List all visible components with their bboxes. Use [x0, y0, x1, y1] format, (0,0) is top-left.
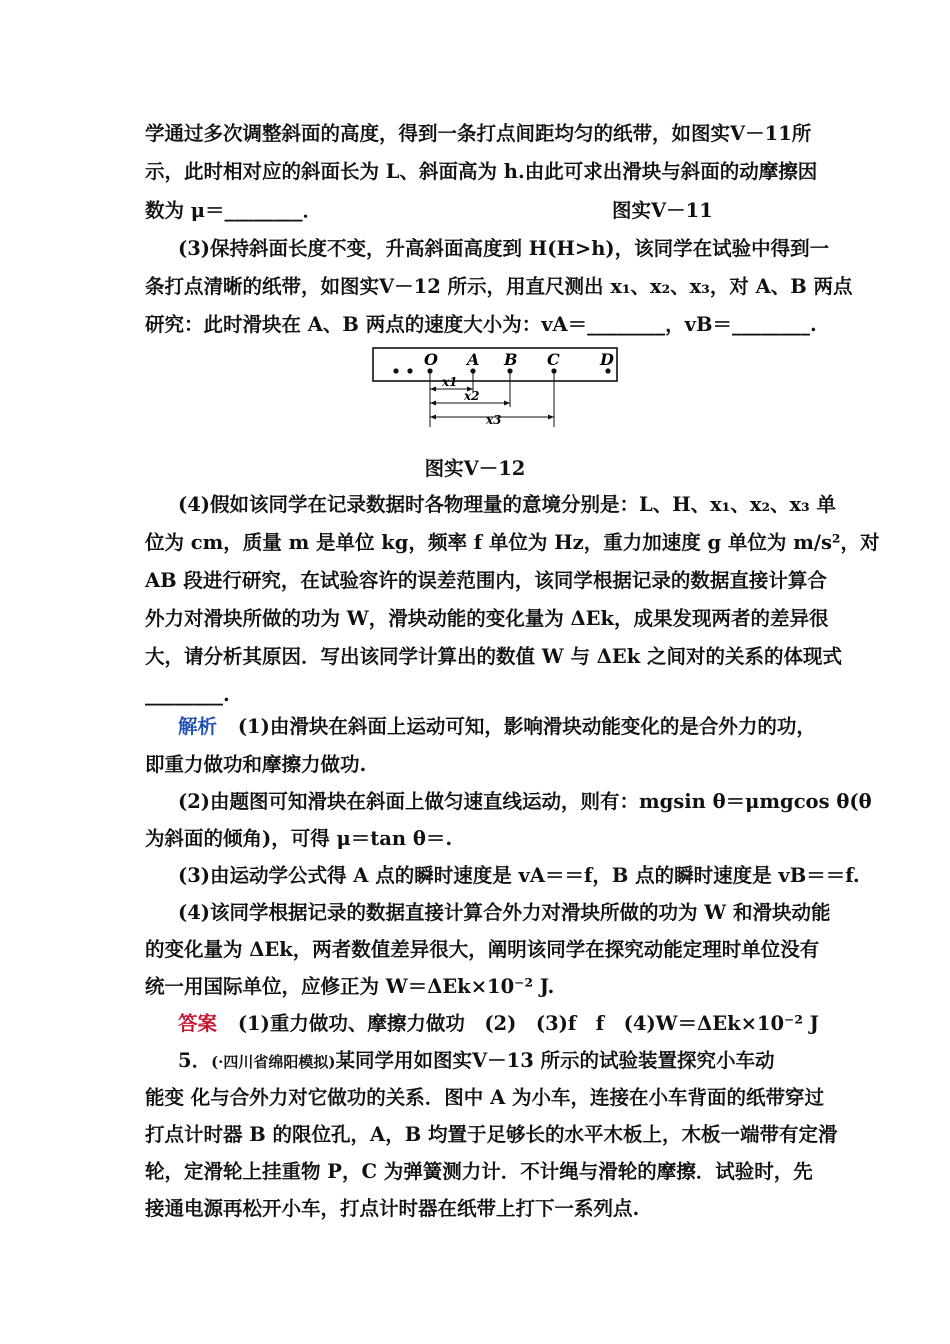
text-line: 接通电源再松开小车，打点计时器在纸带上打下一系列点.	[145, 1197, 640, 1220]
tape-dot-d	[605, 368, 610, 373]
analysis-text: (1)由滑块在斜面上运动可知，影响滑块动能变化的是合外力的功，	[237, 715, 816, 738]
text-line: 的变化量为 ΔEk，两者数值差异很大，阐明该同学在探究动能定理时单位没有	[145, 938, 820, 961]
text-line: 统一用国际单位，应修正为 W＝ΔEk×10⁻² J.	[145, 975, 555, 998]
text-line: 为斜面的倾角)，可得 μ＝tan θ＝.	[145, 827, 453, 850]
text-line: 轮，定滑轮上挂重物 P，C 为弹簧测力计．不计绳与滑轮的摩擦．试验时，先	[145, 1160, 813, 1183]
tape-dot-o	[427, 368, 432, 373]
text-line: ________.	[145, 683, 230, 706]
analysis-line	[178, 714, 816, 740]
tape-dot	[407, 368, 412, 373]
text-line: 大，请分析其原因．写出该同学计算出的数值 W 与 ΔEk 之间对的关系的体现式	[145, 645, 843, 668]
figure-12-tape	[368, 345, 623, 430]
text-line: (3)由运动学公式得 A 点的瞬时速度是 vA＝＝f，B 点的瞬时速度是 vB＝＝f.	[178, 864, 860, 887]
text-line: 打点计时器 B 的限位孔，A，B 均置于足够长的水平木板上，木板一端带有定滑	[145, 1123, 838, 1146]
text-line: 示，此时相对应的斜面长为 L、斜面高为 h.由此可求出滑块与斜面的动摩擦因	[145, 160, 818, 183]
tape-dot-b	[507, 368, 512, 373]
point-label-o: O	[424, 350, 438, 369]
question-source: (·四川省绵阳模拟)	[211, 1053, 336, 1071]
tape-dot-c	[551, 368, 556, 373]
text-line: 数为 μ＝________．	[145, 199, 323, 222]
text-line: 能变 化与合外力对它做功的关系．图中 A 为小车，连接在小车背面的纸带穿过	[145, 1086, 824, 1109]
tape-dot-a	[470, 368, 475, 373]
text-line: (4)假如该同学在记录数据时各物理量的意境分别是：L、H、x₁、x₂、x₃ 单	[178, 493, 836, 516]
text-line: (2)由题图可知滑块在斜面上做匀速直线运动，则有：mgsin θ＝μmgcos θ(θ	[178, 790, 872, 813]
answer-text: (1)重力做功、摩擦力做功 (2) (3)f f (4)W＝ΔEk×10⁻² J	[237, 1012, 819, 1035]
answer-label: 答案	[178, 1012, 218, 1035]
text-line: 学通过多次调整斜面的高度，得到一条打点间距均匀的纸带，如图实Ⅴ－11所	[145, 122, 812, 145]
tape-dot	[393, 368, 398, 373]
text-line: (3)保持斜面长度不变，升高斜面高度到 H(H>h)，该同学在试验中得到一	[178, 237, 830, 260]
text-line: 即重力做功和摩擦力做功.	[145, 753, 367, 776]
text-line: 条打点清晰的纸带，如图实Ⅴ－12 所示，用直尺测出 x₁、x₂、x₃，对 A、B 两点	[145, 275, 853, 298]
analysis-label: 解析	[178, 715, 218, 738]
text-line: AB 段进行研究，在试验容许的误差范围内，该同学根据记录的数据直接计算合	[145, 569, 827, 592]
dim-label-x2: x2	[464, 389, 480, 403]
point-label-d: D	[600, 350, 614, 369]
figure-12-caption: 图实Ⅴ－12	[424, 457, 526, 480]
question-number: 5．	[178, 1049, 212, 1072]
text-line: (4)该同学根据记录的数据直接计算合外力对滑块所做的功为 W 和滑块动能	[178, 901, 831, 924]
dim-label-x3: x3	[486, 413, 502, 427]
figure-11-caption: 图实Ⅴ－11	[612, 199, 713, 222]
tape-rect	[373, 348, 617, 381]
text-line: 位为 cm，质量 m 是单位 kg，频率 f 单位为 Hz，重力加速度 g 单位为 m/s²，对	[145, 531, 880, 554]
question-text: 某同学用如图实Ⅴ－13 所示的试验装置探究小车动	[335, 1049, 775, 1072]
point-label-a: A	[467, 350, 480, 369]
question-5-line	[178, 1048, 775, 1075]
answer-line	[178, 1011, 819, 1037]
text-line: 研究：此时滑块在 A、B 两点的速度大小为：vA＝________，vB＝________.	[145, 313, 817, 336]
point-label-c: C	[547, 350, 560, 369]
point-label-b: B	[504, 350, 518, 369]
text-line: 外力对滑块所做的功为 W，滑块动能的变化量为 ΔEk，成果发现两者的差异很	[145, 607, 829, 630]
dim-label-x1: x1	[442, 375, 458, 389]
